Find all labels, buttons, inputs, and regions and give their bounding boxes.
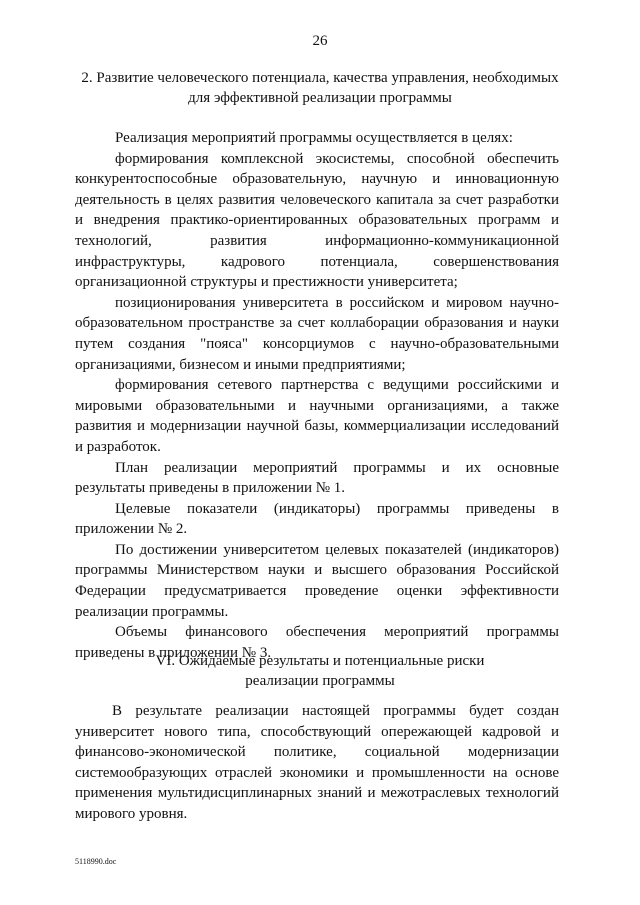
paragraph-ecosystem: формирования комплексной экосистемы, способной обеспечить конкурентоспособные образовательную, научную и инновационную деятельность в целях развития человеческого капитала за счет разработки и внедрения практико-ориентированных образовательных программ и технологий, развития информационно-коммуникационной инфраструктуры, кадрового потенциала, совершенствования организационной структуры и престижности университета; — [75, 150, 559, 291]
document-file-label: 5118990.doc — [75, 857, 117, 866]
section-6-heading-line-2: реализации программы — [245, 673, 395, 689]
paragraph-indicators: Целевые показатели (индикаторы) программы приведены в приложении № 2. — [75, 500, 559, 538]
section-2-heading-line-1: 2. Развитие человеческого потенциала, качества управления, необходимых — [81, 70, 559, 86]
section-2-heading — [70, 68, 570, 108]
paragraph-financing: Объемы финансового обеспечения мероприятий программы приведены в приложении № 3. — [75, 624, 559, 661]
section-2-body — [75, 128, 559, 663]
paragraph-positioning: позиционирования университета в российском и мировом научно-образовательном пространстве за счет коллаборации образования и науки путем создания "пояса" консорциумов с научно-образовательными организациями, бизнесом и иными предприятиями; — [75, 294, 559, 373]
paragraph-plan: План реализации мероприятий программы и их основные результаты приведены в приложении № 1. — [75, 459, 559, 497]
paragraph-evaluation: По достижении университетом целевых показателей (индикаторов) программы Министерством науки и высшего образования Российской Федерации предусматривается проведение оценки эффективности реализации программы. — [75, 541, 559, 620]
paragraph-network: формирования сетевого партнерства с ведущими российскими и мировыми образовательными и научными организациями, а также развития и модернизации научной базы, коммерциализации исследований и разработок. — [75, 377, 559, 455]
section-6-body — [75, 701, 559, 825]
section-2-heading-line-2: для эффективной реализации программы — [188, 90, 452, 106]
section-6-heading-line-1: VI. Ожидаемые результаты и потенциальные риски — [155, 653, 485, 669]
page-number: 26 — [312, 33, 328, 49]
paragraph-expected-results: В результате реализации настоящей программы будет создан университет нового типа, способствующий опережающей кадровой и финансово-экономической политике, социальной модернизации системообразующих отраслей экономики и промышленности на основе применения мультидисциплинарных знаний и межотраслевых технологий мирового уровня. — [75, 703, 559, 822]
section-6-heading — [70, 651, 570, 691]
paragraph-intro: Реализация мероприятий программы осуществляется в целях: — [115, 130, 513, 146]
